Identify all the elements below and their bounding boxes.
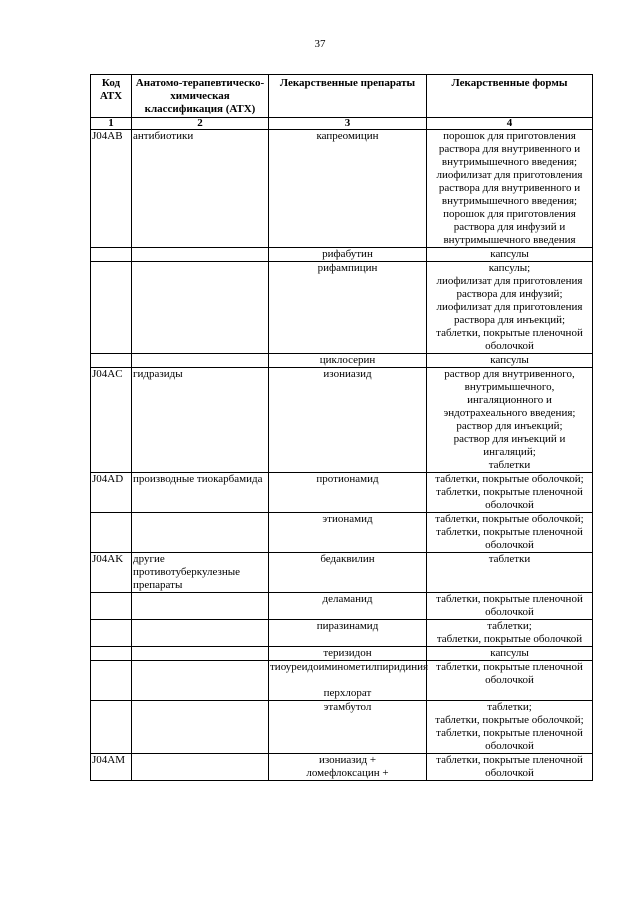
- atc-code-cell: [91, 262, 132, 354]
- table-row: [91, 248, 593, 262]
- header-drugs: Лекарственные препараты: [269, 75, 427, 118]
- drug-name-cell: протионамид: [269, 473, 427, 513]
- dosage-forms-cell: капсулы: [427, 248, 593, 262]
- table-row: [91, 473, 593, 513]
- classification-cell: [132, 754, 269, 781]
- header-forms: Лекарственные формы: [427, 75, 593, 118]
- table-row: [91, 262, 593, 354]
- atc-code-cell: [91, 248, 132, 262]
- atc-code-cell: J04AD: [91, 473, 132, 513]
- table-row: [91, 553, 593, 593]
- table-row: [91, 513, 593, 553]
- atc-code-cell: [91, 647, 132, 661]
- dosage-forms-cell: таблетки, покрытые оболочкой; таблетки, покрытые пленочной оболочкой: [427, 473, 593, 513]
- header-classification: Анатомо-терапевтическо-химическая классификация (АТХ): [132, 75, 269, 118]
- dosage-forms-cell: капсулы: [427, 354, 593, 368]
- table-row: [91, 593, 593, 620]
- classification-cell: гидразиды: [132, 368, 269, 473]
- table-row: [91, 701, 593, 754]
- drug-table: [90, 74, 593, 781]
- dosage-forms-cell: раствор для внутривенного, внутримышечного, ингаляционного и эндотрахеального введения; раствор для инъекций; раствор для инъекций и ингаляций; таблетки: [427, 368, 593, 473]
- table-row: [91, 130, 593, 248]
- drug-name-cell: изониазид + ломефлоксацин +: [269, 754, 427, 781]
- column-number: 2: [132, 118, 269, 130]
- drug-name-cell: деламанид: [269, 593, 427, 620]
- dosage-forms-cell: капсулы; лиофилизат для приготовления раствора для инфузий; лиофилизат для приготовления раствора для инъекций; таблетки, покрытые пленочной оболочкой: [427, 262, 593, 354]
- dosage-forms-cell: таблетки; таблетки, покрытые оболочкой: [427, 620, 593, 647]
- table-row: [91, 754, 593, 781]
- atc-code-cell: J04AC: [91, 368, 132, 473]
- drug-name-cell: этионамид: [269, 513, 427, 553]
- drug-name-cell: пиразинамид: [269, 620, 427, 647]
- table-row: [91, 661, 593, 701]
- classification-cell: производные тиокарбамида: [132, 473, 269, 513]
- classification-cell: [132, 620, 269, 647]
- atc-code-cell: [91, 593, 132, 620]
- table-body: [91, 130, 593, 781]
- table-row: [91, 620, 593, 647]
- dosage-forms-cell: таблетки, покрытые пленочной оболочкой: [427, 754, 593, 781]
- drug-name-cell: рифампицин: [269, 262, 427, 354]
- drug-name-cell: теризидон: [269, 647, 427, 661]
- atc-code-cell: [91, 513, 132, 553]
- column-number: 1: [91, 118, 132, 130]
- classification-cell: другие противотуберкулезные препараты: [132, 553, 269, 593]
- classification-cell: [132, 593, 269, 620]
- dosage-forms-cell: таблетки, покрытые пленочной оболочкой: [427, 661, 593, 701]
- classification-cell: [132, 661, 269, 701]
- atc-code-cell: J04AB: [91, 130, 132, 248]
- atc-code-cell: [91, 620, 132, 647]
- drug-name-cell: капреомицин: [269, 130, 427, 248]
- drug-name-cell: циклосерин: [269, 354, 427, 368]
- dosage-forms-cell: таблетки; таблетки, покрытые оболочкой; таблетки, покрытые пленочной оболочкой: [427, 701, 593, 754]
- drug-name-cell: изониазид: [269, 368, 427, 473]
- classification-cell: антибиотики: [132, 130, 269, 248]
- header-row: [91, 75, 593, 118]
- table-row: [91, 368, 593, 473]
- atc-code-cell: [91, 354, 132, 368]
- classification-cell: [132, 248, 269, 262]
- dosage-forms-cell: порошок для приготовления раствора для внутривенного и внутримышечного введения; лиофилизат для приготовления раствора для внутривенного и внутримышечного введения; порошок для приготовления раствора для инфузий и внутримышечного введения: [427, 130, 593, 248]
- atc-code-cell: J04AM: [91, 754, 132, 781]
- drug-name-cell: рифабутин: [269, 248, 427, 262]
- drug-name-cell: этамбутол: [269, 701, 427, 754]
- classification-cell: [132, 262, 269, 354]
- classification-cell: [132, 647, 269, 661]
- atc-code-cell: J04AK: [91, 553, 132, 593]
- classification-cell: [132, 354, 269, 368]
- classification-cell: [132, 513, 269, 553]
- table-row: [91, 354, 593, 368]
- drug-name-cell: тиоуреидоиминометилпиридиния перхлорат: [270, 661, 429, 699]
- atc-code-cell: [91, 701, 132, 754]
- classification-cell: [132, 701, 269, 754]
- page-number: 37: [314, 38, 326, 50]
- column-number-row: [91, 118, 593, 130]
- dosage-forms-cell: капсулы: [427, 647, 593, 661]
- column-number: 4: [427, 118, 593, 130]
- column-number: 3: [269, 118, 427, 130]
- header-code: Код АТХ: [91, 75, 132, 118]
- atc-code-cell: [91, 661, 132, 701]
- dosage-forms-cell: таблетки: [427, 553, 593, 593]
- table-row: [91, 647, 593, 661]
- dosage-forms-cell: таблетки, покрытые оболочкой; таблетки, покрытые пленочной оболочкой: [427, 513, 593, 553]
- drug-name-cell: бедаквилин: [269, 553, 427, 593]
- dosage-forms-cell: таблетки, покрытые пленочной оболочкой: [427, 593, 593, 620]
